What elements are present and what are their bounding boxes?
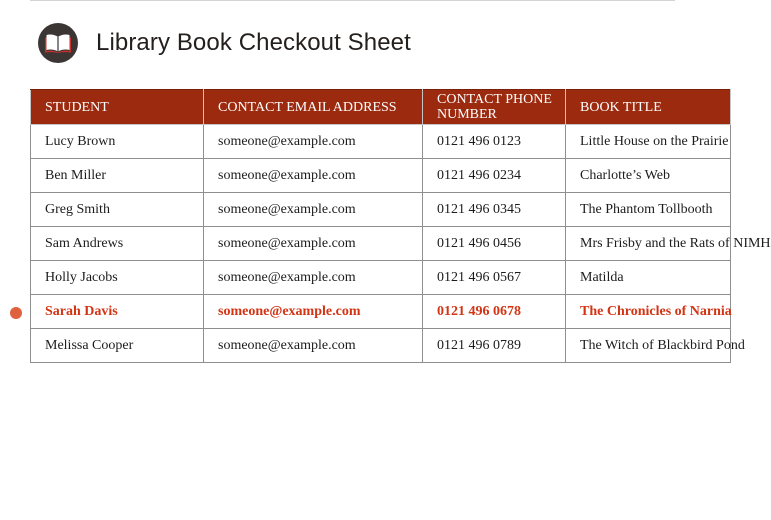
phone-cell[interactable]: 0121 496 0567	[423, 261, 566, 295]
book-logo	[38, 23, 78, 63]
student-cell[interactable]: Lucy Brown	[31, 125, 204, 159]
sheet-header	[38, 22, 411, 64]
student-cell[interactable]: Sam Andrews	[31, 227, 204, 261]
phone-cell[interactable]: 0121 496 0789	[423, 329, 566, 363]
header-email[interactable]: CONTACT EMAIL ADDRESS	[204, 90, 423, 125]
header-book-title[interactable]: BOOK TITLE	[566, 90, 731, 125]
student-cell[interactable]: Melissa Cooper	[31, 329, 204, 363]
checkout-table	[30, 89, 771, 363]
email-cell[interactable]: someone@example.com	[204, 193, 423, 227]
book-title-cell[interactable]: The Witch of Blackbird Pond	[566, 329, 731, 363]
table-row	[31, 227, 731, 261]
phone-cell[interactable]: 0121 496 0234	[423, 159, 566, 193]
email-cell[interactable]: someone@example.com	[204, 329, 423, 363]
student-cell[interactable]: Holly Jacobs	[31, 261, 204, 295]
table-row	[31, 193, 731, 227]
book-title-cell[interactable]: Little House on the Prairie	[566, 125, 731, 159]
page-title: Library Book Checkout Sheet	[96, 29, 411, 56]
student-cell[interactable]: Greg Smith	[31, 193, 204, 227]
table-row-highlighted	[31, 295, 731, 329]
phone-cell[interactable]: 0121 496 0345	[423, 193, 566, 227]
student-cell[interactable]: Sarah Davis	[31, 295, 204, 329]
email-cell[interactable]: someone@example.com	[204, 261, 423, 295]
email-cell[interactable]: someone@example.com	[204, 295, 423, 329]
book-title-cell[interactable]: The Chronicles of Narnia	[566, 295, 731, 329]
row-selection-marker	[10, 307, 22, 319]
email-cell[interactable]: someone@example.com	[204, 159, 423, 193]
student-cell[interactable]: Ben Miller	[31, 159, 204, 193]
book-title-cell[interactable]: Mrs Frisby and the Rats of NIMH	[566, 227, 731, 261]
open-book-icon	[45, 33, 71, 53]
header-student[interactable]: STUDENT	[31, 90, 204, 125]
phone-cell[interactable]: 0121 496 0123	[423, 125, 566, 159]
phone-cell[interactable]: 0121 496 0456	[423, 227, 566, 261]
book-title-cell[interactable]: The Phantom Tollbooth	[566, 193, 731, 227]
email-cell[interactable]: someone@example.com	[204, 125, 423, 159]
book-title-cell[interactable]: Matilda	[566, 261, 731, 295]
top-divider	[30, 0, 675, 1]
header-row	[31, 90, 731, 125]
book-title-cell[interactable]: Charlotte’s Web	[566, 159, 731, 193]
header-phone[interactable]: CONTACT PHONE NUMBER	[423, 90, 566, 125]
phone-cell[interactable]: 0121 496 0678	[423, 295, 566, 329]
table-row	[31, 261, 731, 295]
table-row	[31, 159, 731, 193]
email-cell[interactable]: someone@example.com	[204, 227, 423, 261]
table-row	[31, 125, 731, 159]
table-row	[31, 329, 731, 363]
